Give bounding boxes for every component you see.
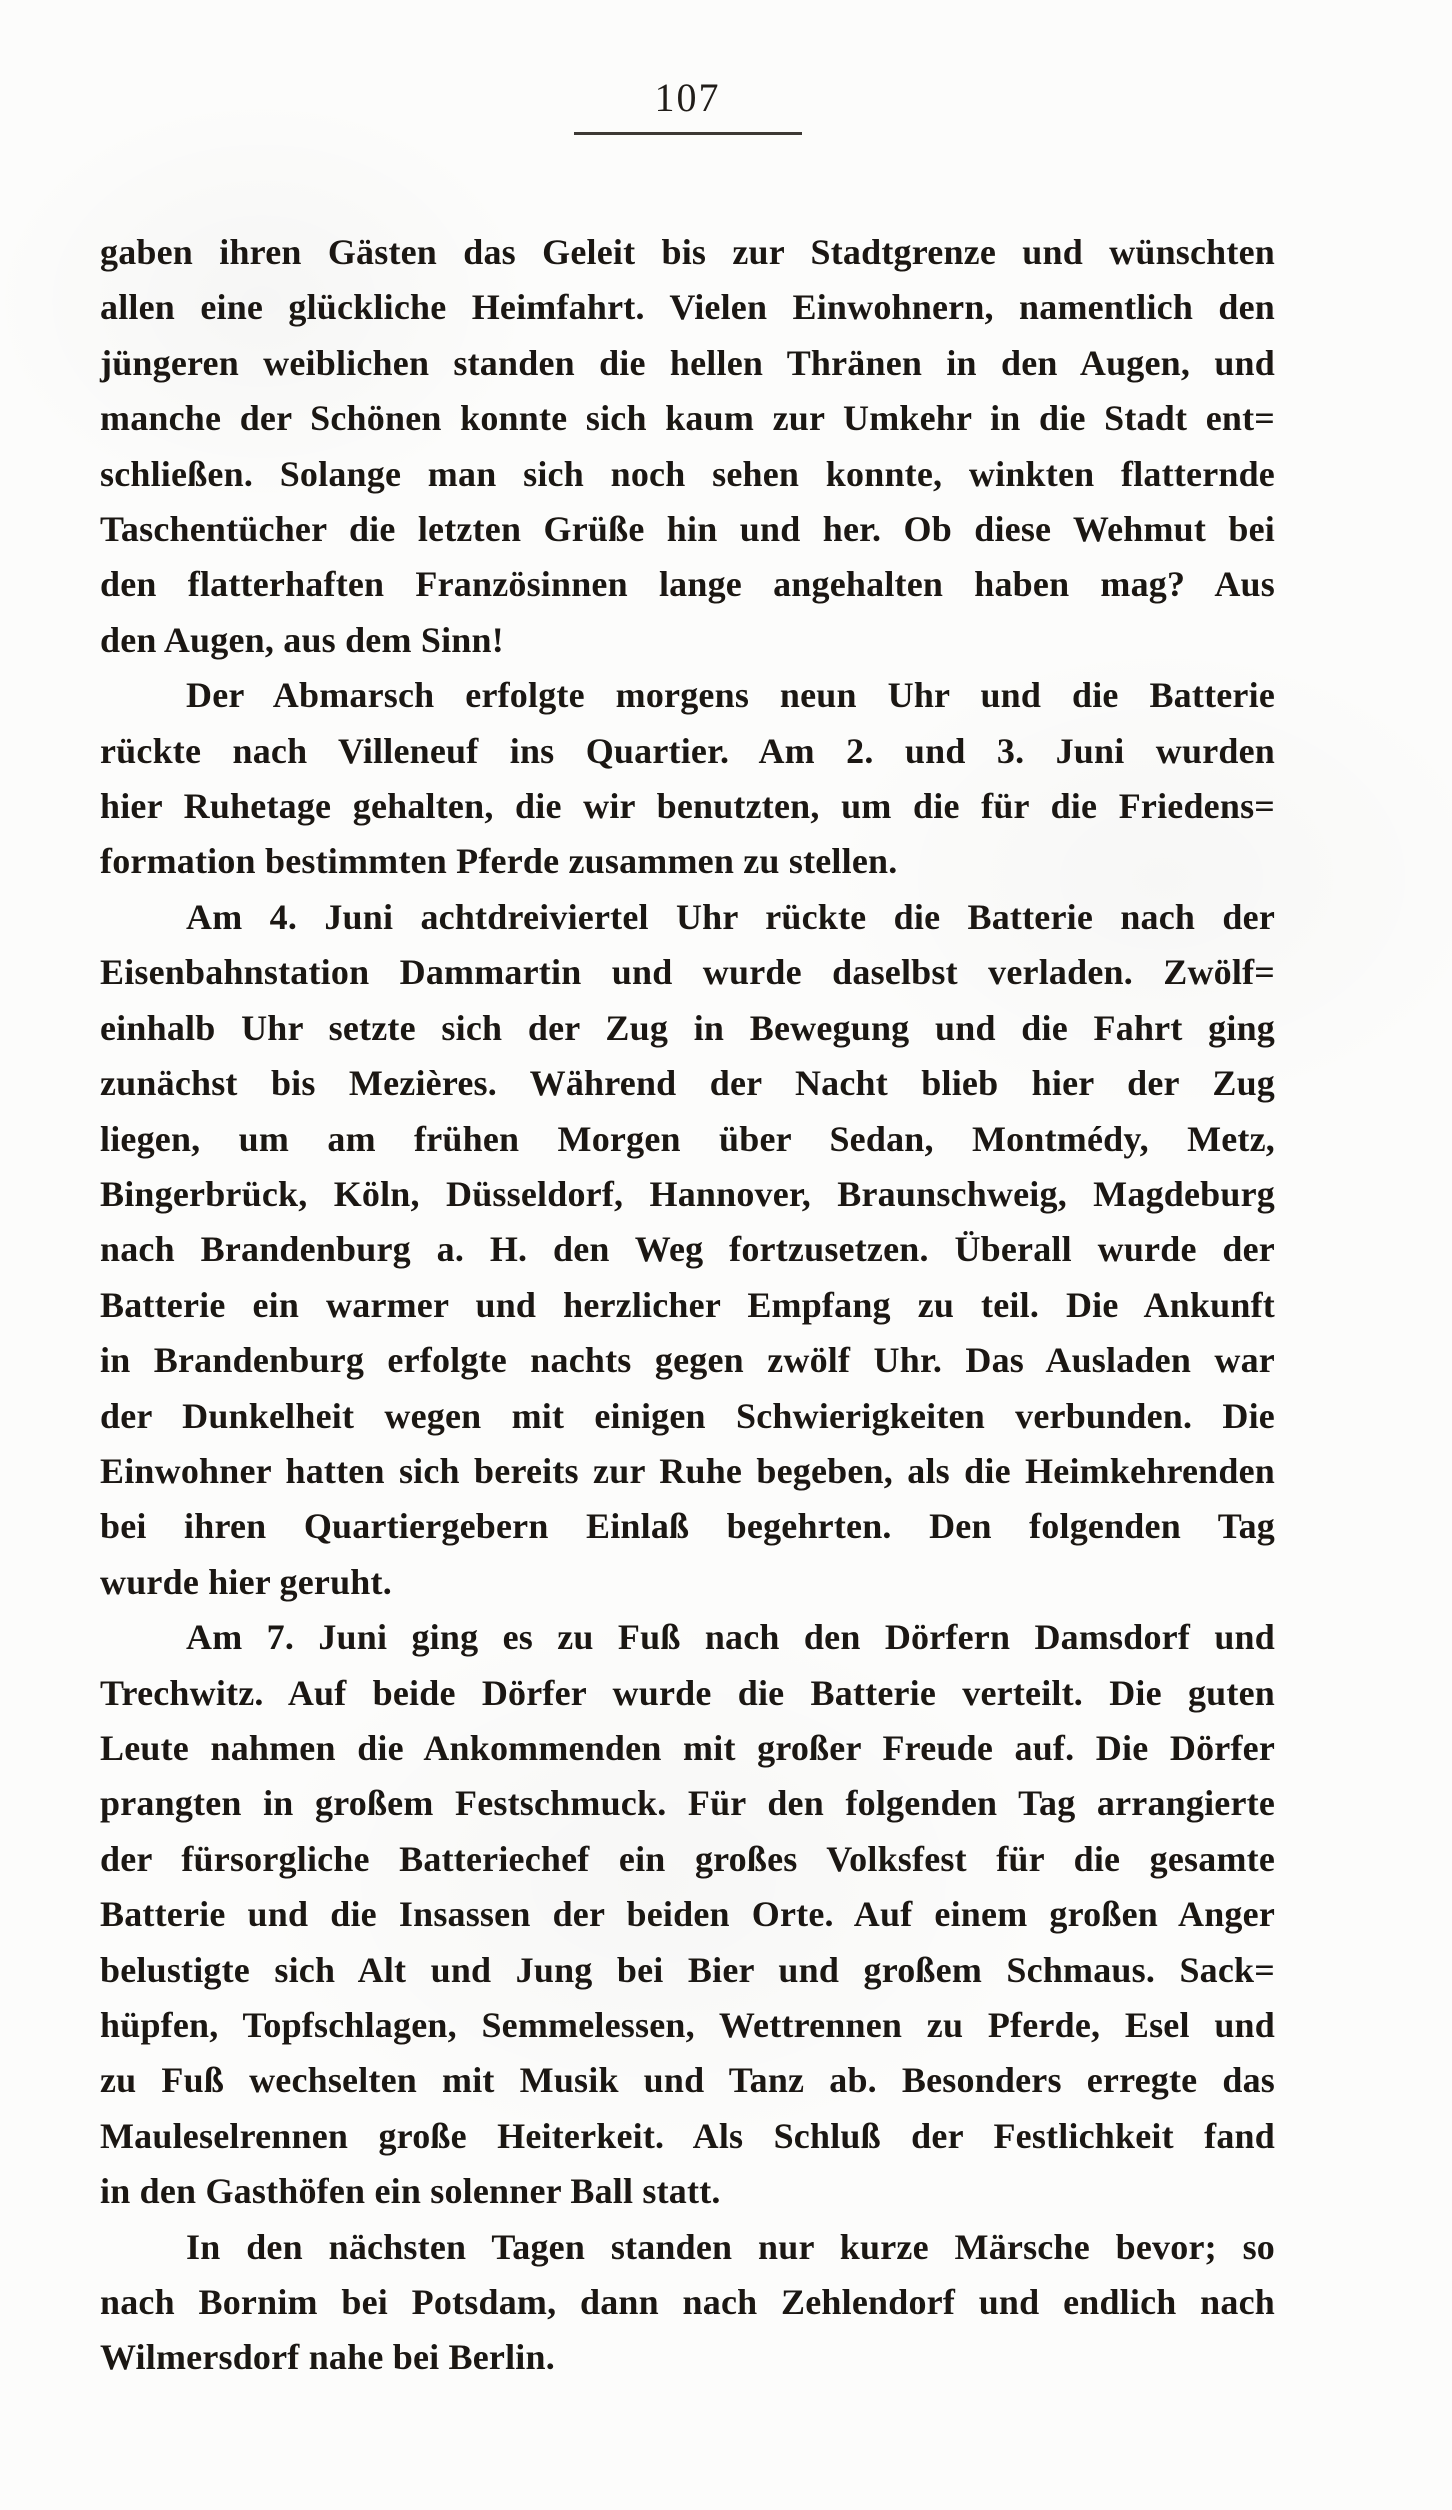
text-line: Trechwitz. Auf beide Dörfer wurde die Batterie verteilt. Die guten: [100, 1672, 1275, 1713]
paragraph: [100, 890, 1275, 1610]
text-line: gaben ihren Gästen das Geleit bis zur Stadtgrenze und wünschten: [100, 232, 1275, 272]
header-divider-rule: [574, 132, 802, 135]
text-line: Mauleselrennen große Heiterkeit. Als Schluß der Festlichkeit fand: [100, 2115, 1275, 2156]
text-line: Bingerbrück, Köln, Düsseldorf, Hannover, Braunschweig, Magdeburg: [100, 1173, 1275, 1214]
text-line: in Brandenburg erfolgte nachts gegen zwölf Uhr. Das Ausladen war: [100, 1340, 1275, 1381]
page-text: [100, 225, 1275, 2386]
text-line: prangten in großem Festschmuck. Für den folgenden Tag arrangierte: [100, 1783, 1275, 1824]
text-line: In den nächsten Tagen standen nur kurze Märsche bevor; so: [186, 2226, 1275, 2267]
text-line: manche der Schönen konnte sich kaum zur Umkehr in die Stadt ent=: [100, 398, 1275, 439]
text-line: Leute nahmen die Ankommenden mit großer Freude auf. Die Dörfer: [100, 1727, 1275, 1768]
text-line: liegen, um am frühen Morgen über Sedan, Montmédy, Metz,: [100, 1118, 1275, 1159]
text-line: hüpfen, Topfschlagen, Semmelessen, Wettrennen zu Pferde, Esel und: [100, 2005, 1275, 2045]
page-header: [100, 0, 1275, 135]
text-line: in den Gasthöfen ein solenner Ball statt.: [100, 2171, 721, 2212]
text-line: schließen. Solange man sich noch sehen konnte, winkten flatternde: [100, 453, 1275, 494]
paragraph: [100, 2220, 1275, 2386]
text-line: den flatterhaften Französinnen lange angehalten haben mag? Aus: [100, 564, 1275, 605]
text-line: wurde hier geruht.: [100, 1561, 392, 1602]
text-line: nach Brandenburg a. H. den Weg fortzusetzen. Überall wurde der: [100, 1229, 1275, 1270]
text-line: nach Bornim bei Potsdam, dann nach Zehlendorf und endlich nach: [100, 2282, 1275, 2323]
text-line: Am 4. Juni achtdreiviertel Uhr rückte die Batterie nach der: [186, 896, 1275, 937]
paragraph: [100, 668, 1275, 890]
text-line: Eisenbahnstation Dammartin und wurde daselbst verladen. Zwölf=: [100, 952, 1275, 993]
text-line: Batterie ein warmer und herzlicher Empfang zu teil. Die Ankunft: [100, 1284, 1275, 1325]
paragraph: [100, 1610, 1275, 2219]
text-line: einhalb Uhr setzte sich der Zug in Bewegung und die Fahrt ging: [100, 1007, 1275, 1048]
text-line: formation bestimmten Pferde zusammen zu stellen.: [100, 841, 898, 882]
text-line: Der Abmarsch erfolgte morgens neun Uhr und die Batterie: [186, 675, 1275, 716]
text-line: Wilmersdorf nahe bei Berlin.: [100, 2337, 555, 2378]
paragraph: [100, 225, 1275, 668]
text-line: der fürsorgliche Batteriechef ein großes Volksfest für die gesamte: [100, 1838, 1275, 1879]
text-line: belustigte sich Alt und Jung bei Bier und großem Schmaus. Sack=: [100, 1949, 1275, 1990]
text-line: hier Ruhetage gehalten, die wir benutzten, um die für die Friedens=: [100, 786, 1275, 827]
text-line: zu Fuß wechselten mit Musik und Tanz ab. Besonders erregte das: [100, 2060, 1275, 2101]
text-line: Taschentücher die letzten Grüße hin und her. Ob diese Wehmut bei: [100, 509, 1275, 550]
text-line: der Dunkelheit wegen mit einigen Schwierigkeiten verbunden. Die: [100, 1395, 1275, 1436]
text-line: Batterie und die Insassen der beiden Orte. Auf einem großen Anger: [100, 1894, 1275, 1935]
text-line: rückte nach Villeneuf ins Quartier. Am 2. und 3. Juni wurden: [100, 730, 1275, 771]
text-line: jüngeren weiblichen standen die hellen Thränen in den Augen, und: [100, 342, 1275, 383]
page-number: 107: [654, 75, 721, 120]
text-line: bei ihren Quartiergebern Einlaß begehrten. Den folgenden Tag: [100, 1506, 1275, 1547]
text-line: Am 7. Juni ging es zu Fuß nach den Dörfern Damsdorf und: [186, 1617, 1275, 1658]
text-line: allen eine glückliche Heimfahrt. Vielen Einwohnern, namentlich den: [100, 287, 1275, 328]
text-line: Einwohner hatten sich bereits zur Ruhe begeben, als die Heimkehrenden: [100, 1450, 1275, 1491]
text-line: den Augen, aus dem Sinn!: [100, 619, 504, 660]
text-line: zunächst bis Mezières. Während der Nacht blieb hier der Zug: [100, 1063, 1275, 1104]
